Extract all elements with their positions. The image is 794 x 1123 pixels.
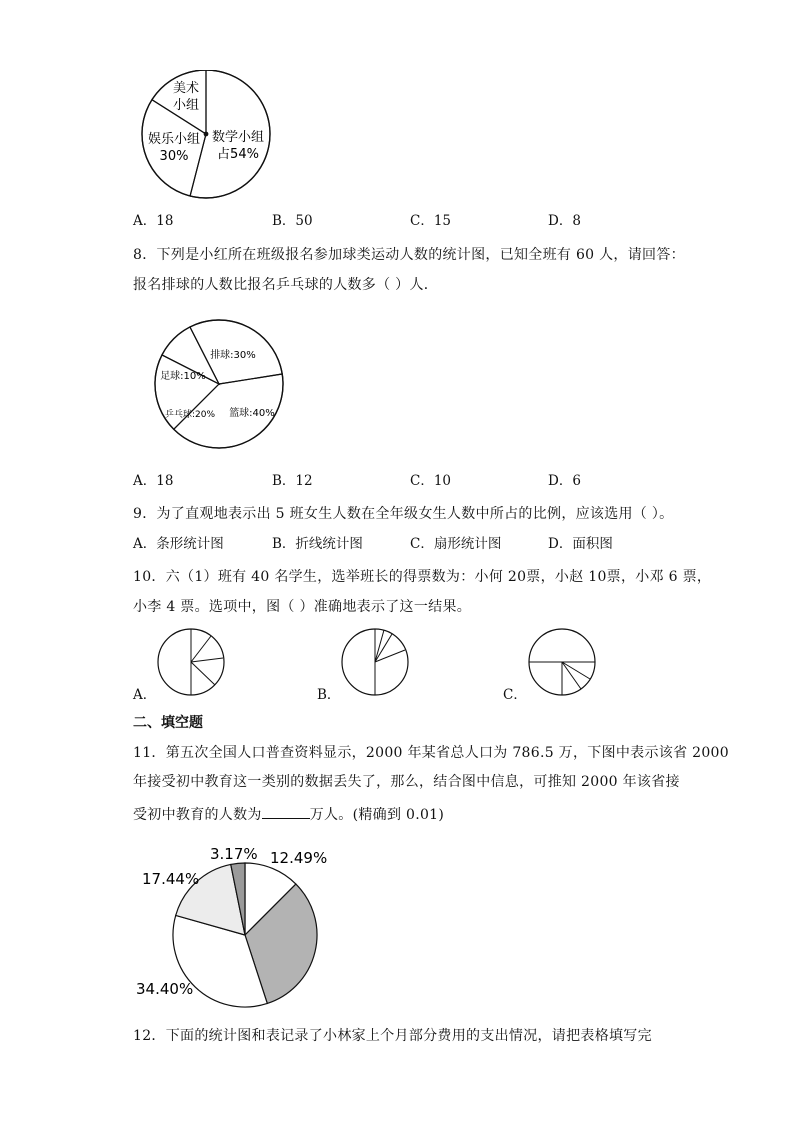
q7-option-d[interactable]: D．8 xyxy=(548,213,581,229)
q7-pie-chart xyxy=(138,70,278,204)
q9-text-line1: 9．为了直观地表示出 5 班女生人数在全年级女生人数中所占的比例，应该选用（ ）。 xyxy=(133,506,674,522)
q9-option-b[interactable]: B．折线统计图 xyxy=(272,536,363,552)
q10-pie-a[interactable] xyxy=(156,627,226,697)
q8-label-volleyball: 排球:30% xyxy=(210,350,256,361)
q10-text-line2: 小李 4 票。选项中，图（ ）准确地表示了这一结果。 xyxy=(133,599,472,615)
q8-label-football: 足球:10% xyxy=(160,371,206,382)
q10-option-c[interactable]: C． xyxy=(503,687,527,703)
q7-option-c[interactable]: C．15 xyxy=(410,213,452,229)
q7-option-a[interactable]: A．18 xyxy=(133,213,174,229)
q10-option-b[interactable]: B． xyxy=(317,687,341,703)
q9-option-c[interactable]: C．扇形统计图 xyxy=(410,536,502,552)
q7-option-b[interactable]: B．50 xyxy=(272,213,313,229)
q10-option-a[interactable]: A． xyxy=(133,687,157,703)
q8-option-d[interactable]: D．6 xyxy=(548,473,581,489)
q11-text-line3: 受初中教育的人数为 万人。(精确到 0.01) xyxy=(133,804,444,825)
q7-label-art-1: 美术 xyxy=(172,81,200,96)
q10-pie-c[interactable] xyxy=(527,627,597,697)
q8-text-line1: 8．下列是小红所在班级报名参加球类运动人数的统计图，已知全班有 60 人，请回答： xyxy=(133,247,685,263)
q7-label-math-1: 数学小组 xyxy=(211,130,265,145)
q8-option-c[interactable]: C．10 xyxy=(410,473,452,489)
q9-option-d[interactable]: D．面积图 xyxy=(548,536,613,552)
q7-label-fun-2: 30% xyxy=(159,149,189,164)
q11-text-line2: 年接受初中教育这一类别的数据丢失了，那么，结合图中信息，可推知 2000 年该省接 xyxy=(133,774,680,790)
answer-blank[interactable] xyxy=(262,804,310,819)
q12-text-line1: 12．下面的统计图和表记录了小林家上个月部分费用的支出情况，请把表格填写完 xyxy=(133,1028,652,1044)
q8-pie-chart xyxy=(152,318,288,454)
q11-label-17-44: 17.44% xyxy=(142,870,200,888)
q11-text-line1: 11．第五次全国人口普查资料显示，2000 年某省总人口为 786.5 万，下图中表示该省 2000 xyxy=(133,745,729,761)
q8-option-a[interactable]: A．18 xyxy=(133,473,174,489)
q7-label-math-2: 占54% xyxy=(217,147,259,162)
q8-text-line2: 报名排球的人数比报名乒乓球的人数多（ ）人． xyxy=(133,277,439,293)
q10-pie-b[interactable] xyxy=(340,627,410,697)
q8-label-pingpong: 乒乓球:20% xyxy=(164,410,216,420)
q8-label-basketball: 篮球:40% xyxy=(229,408,275,419)
q11-label-12-49: 12.49% xyxy=(270,849,328,867)
q8-option-b[interactable]: B．12 xyxy=(272,473,313,489)
q7-label-fun-1: 娱乐小组 xyxy=(147,132,201,147)
q11-pie-chart xyxy=(130,840,330,1010)
q7-label-art-2: 小组 xyxy=(172,98,200,113)
section-heading: 二、填空题 xyxy=(133,715,203,731)
q9-option-a[interactable]: A．条形统计图 xyxy=(133,536,224,552)
q11-label-3-17: 3.17% xyxy=(210,845,258,863)
q11-label-34-40: 34.40% xyxy=(136,980,194,998)
q10-text-line1: 10．六（1）班有 40 名学生，选举班长的得票数为：小何 20票，小赵 10票，小邓 6 票， xyxy=(133,569,712,585)
